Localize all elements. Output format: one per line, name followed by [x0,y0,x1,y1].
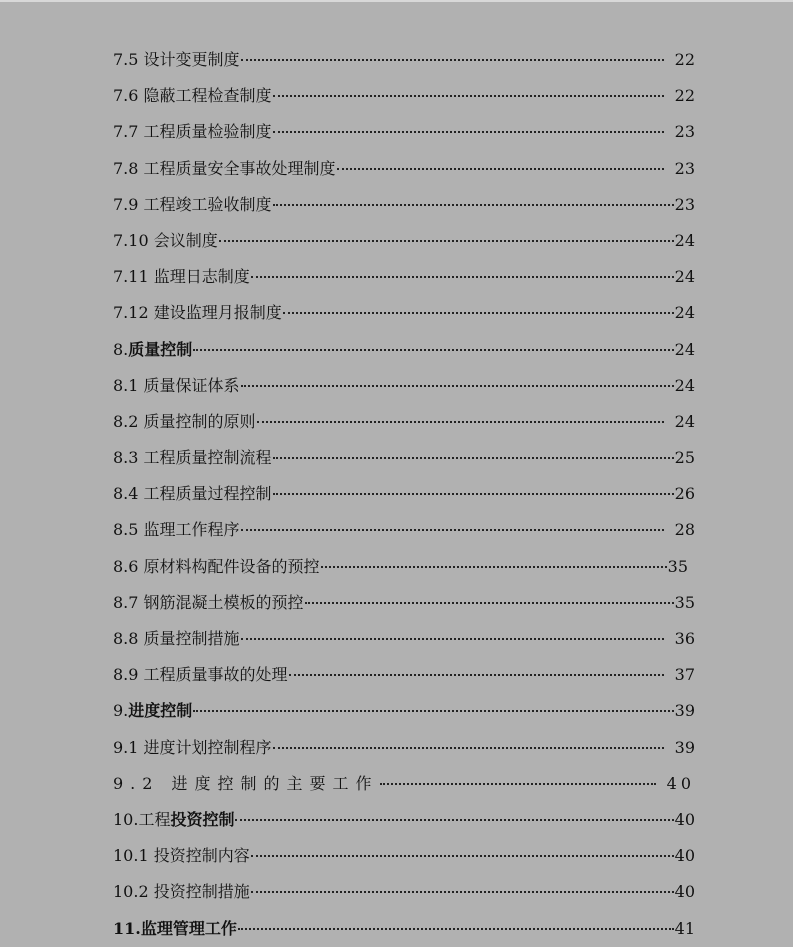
toc-entry-title: 10.2 投资控制措施 [113,882,250,902]
toc-entry[interactable] [113,404,695,440]
toc-entry[interactable] [113,911,695,947]
toc-entry-title: 9.2 进度控制的主要工作 [113,773,379,793]
toc-page-number: 39 [674,737,695,757]
toc-page-number: 40 [674,846,695,866]
toc-entry-title: 9.1 进度计划控制程序 [113,737,272,757]
toc-entry[interactable] [113,42,695,78]
toc-dot-leader [193,709,673,712]
toc-entry[interactable] [113,585,695,621]
toc-dot-leader [321,565,667,568]
toc-entry-title: 10.1 投资控制内容 [113,846,250,866]
toc-page-number: 35 [667,556,688,576]
toc-page-number: 23 [674,158,695,178]
toc-entry-title-prefix: 10.工程 [113,809,171,829]
toc-entry-title-prefix: 9. [113,701,129,721]
toc-dot-leader [241,637,664,640]
toc-page-number: 22 [674,50,695,69]
toc-page-number: 39 [674,701,695,721]
toc-dot-leader [219,239,674,242]
toc-entry-title-bold: 11.监理管理工作 [113,918,237,938]
toc-entry[interactable] [113,332,695,368]
toc-page-number: 24 [674,375,695,395]
toc-page-number: 40 [674,809,695,829]
toc-entry[interactable] [113,151,695,187]
toc-entry[interactable] [113,114,695,150]
toc-entry-title: 8.8 质量控制措施 [113,629,240,648]
toc-entry[interactable] [113,802,695,838]
toc-entry-title: 7.10 会议制度 [113,230,218,250]
toc-dot-leader [283,311,674,314]
toc-entry[interactable] [113,440,695,476]
toc-entry-title: 8.5 监理工作程序 [113,520,240,540]
toc-dot-leader [273,203,674,206]
toc-entry[interactable] [113,838,695,874]
toc-page-number: 24 [674,411,695,431]
toc-dot-leader [251,854,674,857]
toc-dot-leader [241,58,664,61]
toc-page-number: 25 [674,448,695,468]
toc-page-number: 36 [674,629,695,648]
toc-entry-title: 7.11 监理日志制度 [113,267,250,287]
toc-dot-leader [251,275,674,278]
toc-page-number: 23 [674,194,695,214]
toc-page-number: 23 [674,122,695,142]
toc-dot-leader [241,528,664,531]
toc-entry[interactable] [113,512,695,548]
toc-page-number: 37 [674,665,695,685]
toc-dot-leader [273,94,664,97]
toc-dot-leader [193,348,673,351]
toc-entry-title: 8.4 工程质量过程控制 [113,484,272,504]
toc-entry-title: 7.12 建设监理月报制度 [113,303,282,323]
toc-page-number: 24 [674,303,695,323]
toc-page-number: 22 [674,86,695,106]
toc-entry[interactable] [113,874,695,910]
toc-entry-title: 7.5 设计变更制度 [113,50,240,69]
toc-entry[interactable] [113,295,695,331]
toc-page-number: 35 [674,592,695,612]
table-of-contents [113,42,695,947]
toc-dot-leader [273,492,674,495]
toc-page-number: 24 [674,230,695,250]
toc-entry-title-bold: 质量控制 [128,339,193,359]
toc-entry-title-prefix: 8. [113,339,129,359]
toc-dot-leader [273,456,674,459]
toc-entry[interactable] [113,476,695,512]
toc-entry-title: 8.7 钢筋混凝土模板的预控 [113,592,304,612]
toc-dot-leader [273,130,664,133]
toc-entry-title [113,911,237,947]
toc-entry[interactable] [113,549,688,585]
toc-entry[interactable] [113,259,695,295]
toc-entry[interactable] [113,187,695,223]
toc-page-number: 26 [674,484,695,504]
toc-entry[interactable] [113,730,695,766]
toc-page-number: 40 [674,882,695,902]
toc-dot-leader [257,420,664,423]
toc-entry-title: 7.9 工程竣工验收制度 [113,194,272,214]
toc-entry[interactable] [113,766,695,802]
toc-entry[interactable] [113,621,695,657]
toc-entry-title: 8.2 质量控制的原则 [113,411,256,431]
toc-entry-title [113,332,192,368]
toc-dot-leader [273,746,664,749]
toc-entry-title: 8.1 质量保证体系 [113,375,240,395]
toc-entry-title: 7.6 隐蔽工程检查制度 [113,86,272,106]
toc-entry[interactable] [113,223,695,259]
toc-dot-leader [251,890,674,893]
toc-entry[interactable] [113,78,695,114]
toc-dot-leader [380,782,656,785]
toc-dot-leader [289,673,664,676]
toc-page-number: 24 [674,339,695,359]
toc-dot-leader [238,927,674,930]
toc-entry-title: 8.3 工程质量控制流程 [113,448,272,468]
toc-entry[interactable] [113,657,695,693]
toc-entry[interactable] [113,693,695,729]
toc-page-number: 41 [674,918,695,938]
toc-dot-leader [235,818,673,821]
toc-entry-title: 7.7 工程质量检验制度 [113,122,272,142]
toc-entry-title: 8.6 原材料构配件设备的预控 [113,556,320,576]
toc-page-number: 40 [666,773,695,793]
toc-entry-title: 8.9 工程质量事故的处理 [113,665,288,685]
toc-entry-title: 7.8 工程质量安全事故处理制度 [113,158,336,178]
toc-page-number: 24 [674,267,695,287]
toc-entry-title-bold: 投资控制 [170,809,235,829]
toc-entry[interactable] [113,368,695,404]
toc-dot-leader [241,384,674,387]
toc-entry-title-bold: 进度控制 [128,701,193,721]
toc-page-number: 28 [674,520,695,540]
toc-entry-title [113,693,192,729]
toc-dot-leader [305,601,674,604]
toc-entry-title [113,802,234,838]
toc-dot-leader [337,167,664,170]
